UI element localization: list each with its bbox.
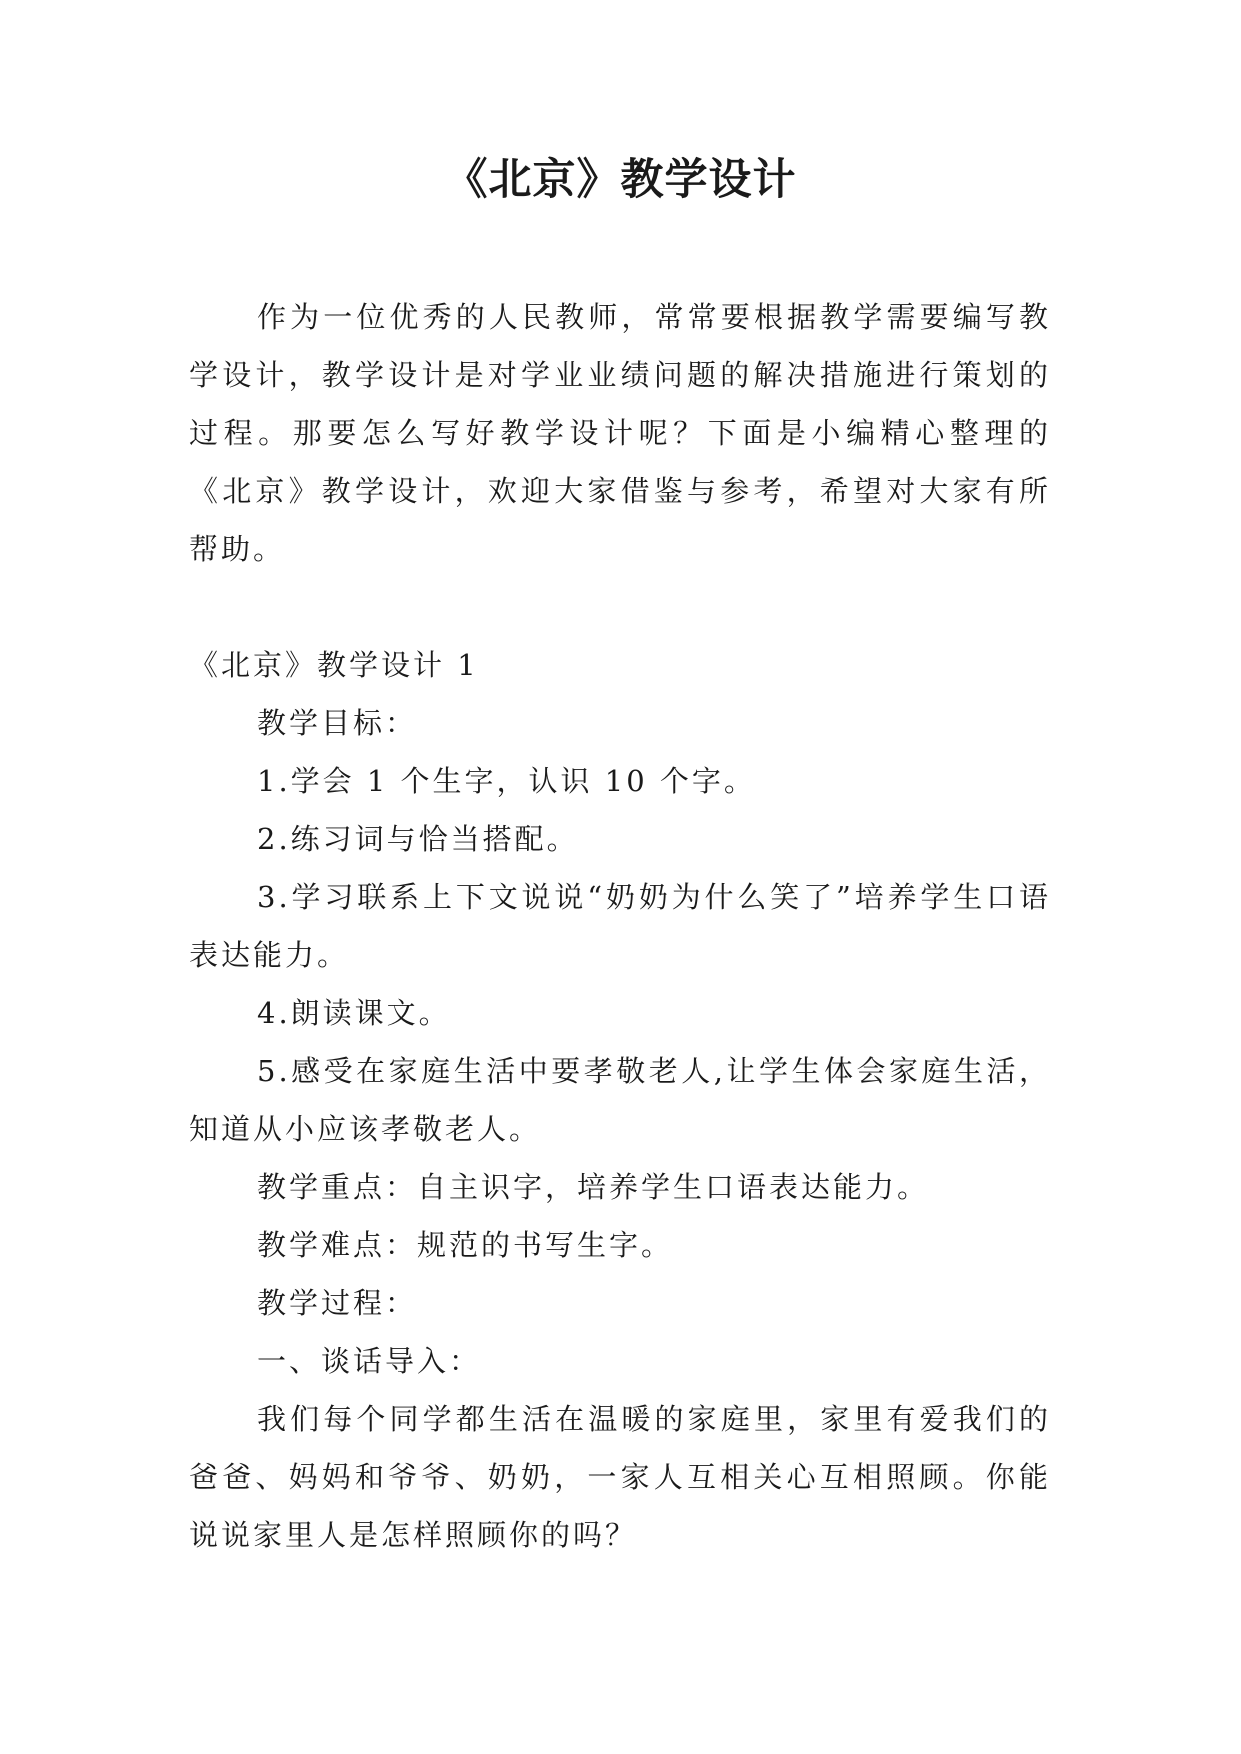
teaching-difficulty: 教学难点：规范的书写生字。: [257, 1228, 674, 1262]
step-heading-1: 一、谈话导入：: [257, 1344, 482, 1378]
objective-item-4: 4.朗读课文。: [257, 996, 451, 1030]
document-title: 《北京》教学设计: [444, 155, 797, 205]
step-1-paragraph: 我们每个同学都生活在温暖的家庭里，家里有爱我们的爸爸、妈妈和爷爷、奶奶，一家人互相关心互相照顾。你能说说家里人是怎样照顾你的吗？: [189, 1402, 1051, 1552]
objective-item-3: 3.学习联系上下文说说“奶奶为什么笑了”培养学生口语表达能力。: [189, 880, 1051, 972]
objective-item-5: 5.感受在家庭生活中要孝敬老人,让学生体会家庭生活，知道从小应该孝敬老人。: [189, 1054, 1051, 1146]
objectives-heading: 教学目标：: [257, 706, 418, 740]
objective-item-1: 1.学会 1 个生字，认识 10 个字。: [257, 764, 756, 798]
intro-paragraph: 作为一位优秀的人民教师，常常要根据教学需要编写教学设计，教学设计是对学业业绩问题的解决措施进行策划的过程。那要怎么写好教学设计呢？下面是小编精心整理的《北京》教学设计，欢迎大家借鉴与参考，希望对大家有所帮助。: [189, 300, 1051, 566]
teaching-process-heading: 教学过程：: [257, 1286, 418, 1320]
section-heading: 《北京》教学设计 1: [189, 648, 479, 682]
objective-item-2: 2.练习词与恰当搭配。: [257, 822, 579, 856]
document-body: [189, 288, 1051, 1564]
teaching-focus: 教学重点：自主识字，培养学生口语表达能力。: [257, 1170, 930, 1204]
section-spacer: [189, 578, 1051, 636]
